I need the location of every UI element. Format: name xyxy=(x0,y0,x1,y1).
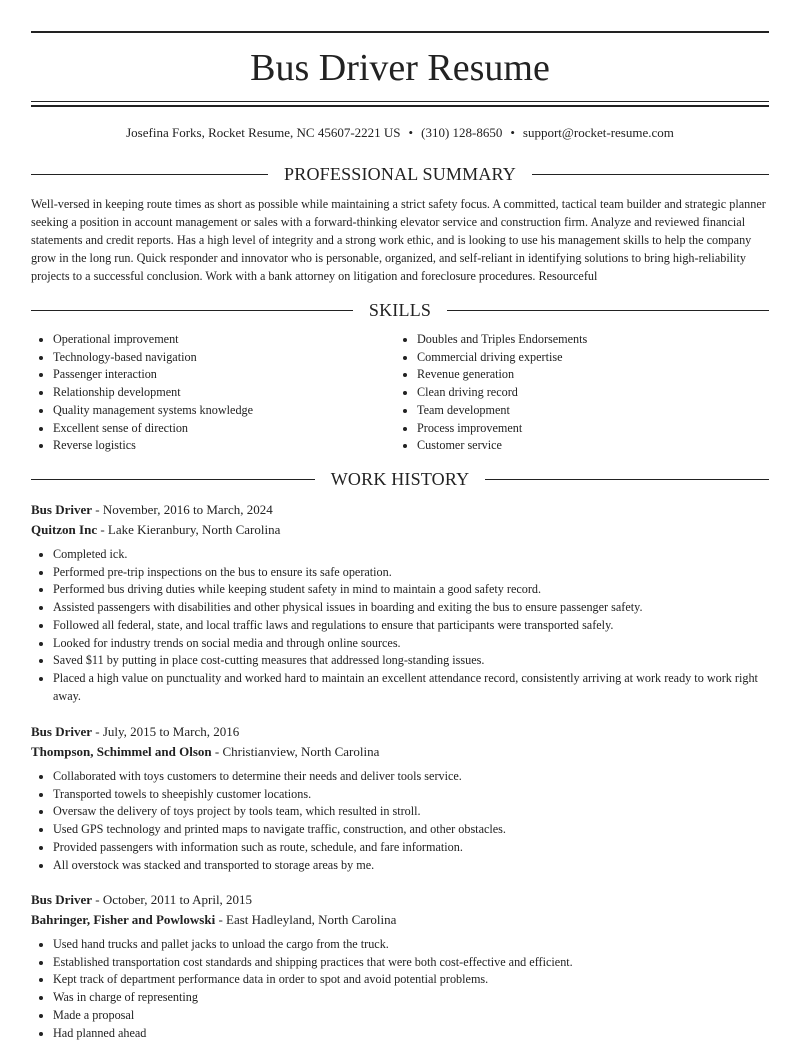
contact-separator: • xyxy=(510,125,515,140)
skill-item: • Technology-based navigation xyxy=(53,349,395,367)
skill-item: • Operational improvement xyxy=(53,331,395,349)
job-title: Bus Driver xyxy=(31,892,93,907)
job-title: Bus Driver xyxy=(31,724,93,739)
job-bullet: • Placed a high value on punctuality and worked hard to maintain an excellent attendance record, consistently arriving at work ready to work right away. xyxy=(53,670,769,705)
skills-columns xyxy=(31,331,769,455)
job-entry xyxy=(31,500,769,705)
job-location: - Lake Kieranbury, North Carolina xyxy=(97,522,281,537)
contact-email: support@rocket-resume.com xyxy=(522,125,674,140)
job-title-line xyxy=(31,500,769,520)
skill-item: • Team development xyxy=(417,402,759,420)
skill-item: • Revenue generation xyxy=(417,366,759,384)
job-entry xyxy=(31,722,769,874)
job-company: Bahringer, Fisher and Powlowski xyxy=(31,912,216,927)
job-title: Bus Driver xyxy=(31,502,93,517)
job-bullet: • Looked for industry trends on social media and through online sources. xyxy=(53,635,769,653)
job-bullet: • Made a proposal xyxy=(53,1007,769,1025)
section-header-skills xyxy=(31,298,769,322)
section-title: PROFESSIONAL SUMMARY xyxy=(284,164,516,184)
job-title-line xyxy=(31,722,769,742)
job-bullets xyxy=(31,768,769,874)
title-rule-thick xyxy=(31,105,769,107)
job-company: Thompson, Schimmel and Olson xyxy=(31,744,212,759)
job-bullet: • Collaborated with toys customers to determine their needs and deliver tools service. xyxy=(53,768,769,786)
job-bullet: • Used hand trucks and pallet jacks to unload the cargo from the truck. xyxy=(53,936,769,954)
job-bullet: • Transported towels to sheepishly customer locations. xyxy=(53,786,769,804)
job-bullet: • Was in charge of representing xyxy=(53,989,769,1007)
section-header-work xyxy=(31,467,769,491)
skill-item: • Process improvement xyxy=(417,420,759,438)
section-header-summary xyxy=(31,162,769,186)
job-dates: - November, 2016 to March, 2024 xyxy=(92,502,273,517)
job-bullet: • Had planned ahead xyxy=(53,1025,769,1042)
top-rule xyxy=(31,31,769,33)
job-bullet: • Provided passengers with information such as route, schedule, and fare information. xyxy=(53,839,769,857)
skill-item: • Quality management systems knowledge xyxy=(53,402,395,420)
job-company-line xyxy=(31,742,769,762)
job-bullet: • Performed pre-trip inspections on the bus to ensure its safe operation. xyxy=(53,564,769,582)
job-bullet: • Used GPS technology and printed maps to navigate traffic, construction, and other obstacles. xyxy=(53,821,769,839)
job-company-line xyxy=(31,910,769,930)
skill-item: • Commercial driving expertise xyxy=(417,349,759,367)
skill-item: • Customer service xyxy=(417,437,759,455)
section-rule xyxy=(31,310,353,311)
summary-text: Well-versed in keeping route times as short as possible while maintaining a strict safety focus. A committed, tactical team builder and strategic planner seeking a position in account management or sales with a forward-thinking elevator service and construction firm. Analyze and reviewed financial statements and credit reports. Has a high level of integrity and a strong work ethic, and is looking to use his management skills to help the company grow in the long run. Quick responder and innovator who is personable, organized, and self-reliant in identifying solutions to bring high-reliability projects to a successful conclusion. Work with a bank attorney on litigation and foreclosure procedures. Resourceful xyxy=(31,197,766,283)
page-title: Bus Driver Resume xyxy=(250,47,550,89)
skill-item: • Doubles and Triples Endorsements xyxy=(417,331,759,349)
skills-list-right xyxy=(395,331,759,455)
job-bullet: • Followed all federal, state, and local traffic laws and regulations to ensure that participants were transported safely. xyxy=(53,617,769,635)
section-rule xyxy=(31,479,315,480)
skill-item: • Clean driving record xyxy=(417,384,759,402)
job-company-line xyxy=(31,520,769,540)
section-rule xyxy=(485,479,769,480)
section-rule xyxy=(447,310,769,311)
title-rule-thin xyxy=(31,101,769,102)
job-bullet: • Saved $11 by putting in place cost-cutting measures that addressed long-standing issues. xyxy=(53,652,769,670)
section-title: WORK HISTORY xyxy=(330,469,470,489)
job-location: - Christianview, North Carolina xyxy=(211,744,380,759)
job-bullet: • All overstock was stacked and transported to storage areas by me. xyxy=(53,857,769,875)
skill-item: • Relationship development xyxy=(53,384,395,402)
job-title-line xyxy=(31,890,769,910)
skill-item: • Reverse logistics xyxy=(53,437,395,455)
skill-item: • Excellent sense of direction xyxy=(53,420,395,438)
section-rule xyxy=(532,174,769,175)
job-bullet: • Completed ick. xyxy=(53,546,769,564)
contact-separator: • xyxy=(408,125,414,140)
skill-item: • Passenger interaction xyxy=(53,366,395,384)
contact-address: Josefina Forks, Rocket Resume, NC 45607-2221 US xyxy=(126,125,401,140)
contact-phone: (310) 128-8650 xyxy=(421,125,503,140)
job-bullets xyxy=(31,546,769,705)
job-dates: - July, 2015 to March, 2016 xyxy=(92,724,240,739)
job-dates: - October, 2011 to April, 2015 xyxy=(92,892,253,907)
job-bullet: • Performed bus driving duties while keeping student safety in mind to maintain a good safety record. xyxy=(53,581,769,599)
job-bullet: • Kept track of department performance data in order to spot and avoid potential problems. xyxy=(53,971,769,989)
job-bullet: • Oversaw the delivery of toys project by tools team, which resulted in stroll. xyxy=(53,803,769,821)
job-company: Quitzon Inc xyxy=(31,522,98,537)
section-title: SKILLS xyxy=(368,300,432,320)
skills-list-left xyxy=(31,331,395,455)
job-entry xyxy=(31,890,769,1042)
job-bullets xyxy=(31,936,769,1042)
job-location: - East Hadleyland, North Carolina xyxy=(215,912,397,927)
section-rule xyxy=(31,174,268,175)
job-bullet: • Assisted passengers with disabilities and other physical issues in boarding and exiting the bus to ensure passenger safety. xyxy=(53,599,769,617)
contact-line xyxy=(0,124,800,142)
job-bullet: • Established transportation cost standards and shipping practices that were both cost-effective and efficient. xyxy=(53,954,769,972)
